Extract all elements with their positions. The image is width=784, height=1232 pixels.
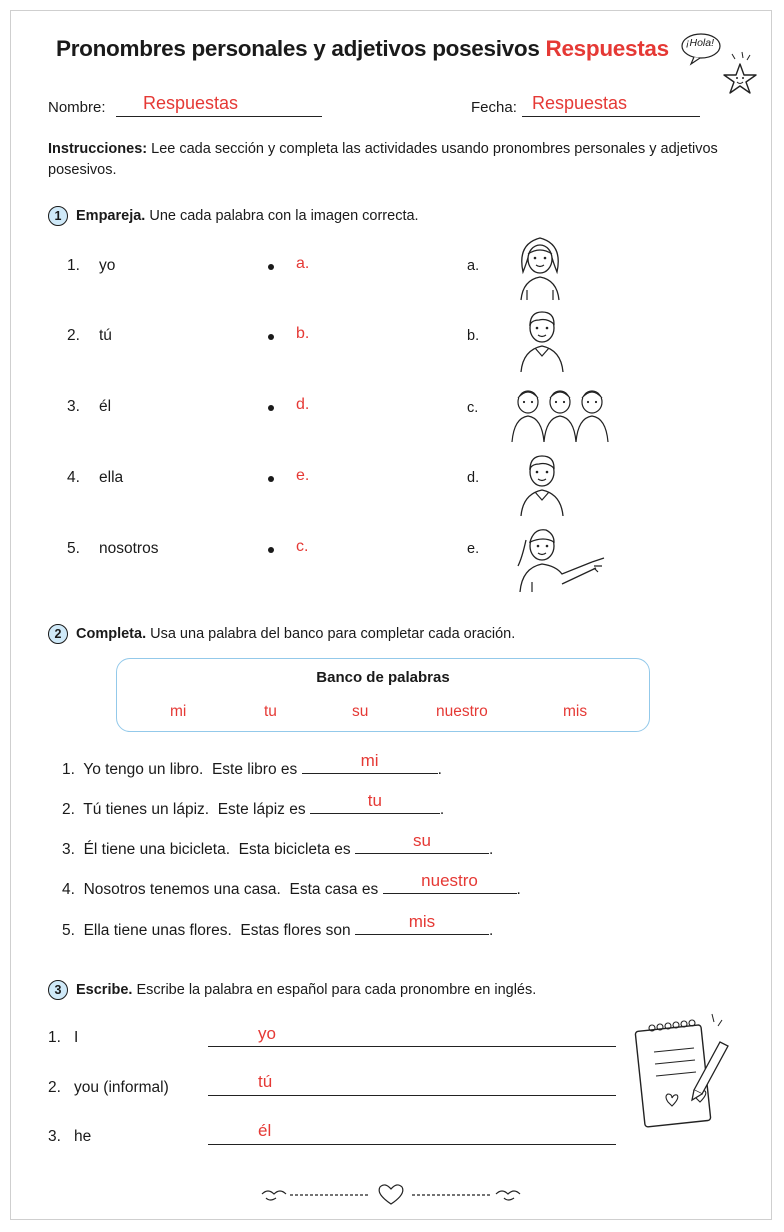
sentence-text: Él tiene una bicicleta. Esta bicicleta es xyxy=(83,841,355,858)
section-number-badge: 3 xyxy=(48,980,68,1000)
bank-word: mis xyxy=(563,703,588,720)
match-word: nosotros xyxy=(99,540,159,557)
nombre-label: Nombre: xyxy=(48,99,106,116)
english-pronoun: you (informal) xyxy=(74,1079,169,1096)
blank-answer: nuestro xyxy=(421,871,478,890)
word-bank xyxy=(116,658,650,732)
picture-label: a. xyxy=(467,258,480,274)
picture-label: e. xyxy=(467,541,480,557)
english-pronoun: he xyxy=(74,1128,92,1145)
english-pronoun: I xyxy=(74,1029,79,1046)
sentence-number: 1. xyxy=(62,761,75,778)
sentence-end: . xyxy=(437,761,442,778)
match-answer: c. xyxy=(296,538,309,555)
answer-blank[interactable] xyxy=(383,871,517,894)
write-answer: yo xyxy=(258,1024,276,1043)
answer-blank[interactable] xyxy=(302,751,438,774)
sentence xyxy=(62,871,521,899)
blank-answer: su xyxy=(412,831,431,850)
sentence-text: Nosotros tenemos una casa. Esta casa es xyxy=(83,881,383,898)
picture-label: c. xyxy=(467,400,479,416)
section-title: Empareja. xyxy=(76,208,146,224)
write-line[interactable] xyxy=(208,1072,616,1096)
hola-bubble-text: ¡Hola! xyxy=(686,37,715,49)
match-answer: e. xyxy=(296,467,310,484)
sentence-number: 2. xyxy=(62,801,75,818)
heart-divider-icon xyxy=(258,1178,524,1208)
instructions-text: Lee cada sección y completa las actividades usando pronombres personales y adjetivos posesivos. xyxy=(48,141,718,178)
answer-blank[interactable] xyxy=(355,831,489,854)
section-title: Escribe. xyxy=(76,982,133,998)
match-answer: a. xyxy=(296,255,310,272)
bank-word: mi xyxy=(170,703,187,720)
section-number-badge: 1 xyxy=(48,206,68,226)
sentence-text: Ella tiene unas flores. Estas flores son xyxy=(83,922,355,939)
section-2-header xyxy=(48,624,515,644)
title-accent: Respuestas xyxy=(545,36,669,61)
write-answer: él xyxy=(258,1121,272,1140)
sentence-number: 4. xyxy=(62,881,75,898)
section-number-badge: 2 xyxy=(48,624,68,644)
blank-answer: tu xyxy=(367,791,382,810)
sentence-end: . xyxy=(488,922,494,939)
item-number: 1. xyxy=(67,257,80,274)
match-dot[interactable] xyxy=(268,405,274,411)
instructions xyxy=(48,139,738,181)
match-word: ella xyxy=(99,469,124,486)
item-number: 2. xyxy=(48,1079,61,1096)
match-dot[interactable] xyxy=(268,264,274,270)
sentence-end: . xyxy=(488,841,494,858)
sentence xyxy=(62,912,494,940)
notepad-pencil-icon xyxy=(632,1006,732,1136)
sentence xyxy=(62,751,442,779)
bank-word: tu xyxy=(264,703,277,720)
write-line[interactable] xyxy=(208,1121,616,1145)
match-answer: d. xyxy=(296,396,310,413)
boy-icon xyxy=(517,306,567,374)
sentence-text: Tú tienes un lápiz. Este lápiz es xyxy=(83,801,310,818)
item-number: 3. xyxy=(67,398,80,415)
match-word: él xyxy=(99,398,112,415)
match-word: yo xyxy=(99,257,116,274)
sentence-text: Yo tengo un libro. Este libro es xyxy=(83,761,302,778)
nombre-field[interactable] xyxy=(116,94,322,117)
item-number: 3. xyxy=(48,1128,61,1145)
title-main: Pronombres personales y adjetivos posesivos xyxy=(56,36,540,61)
answer-blank[interactable] xyxy=(355,912,489,935)
answer-blank[interactable] xyxy=(310,791,440,814)
section-instructions: Usa una palabra del banco para completar cada oración. xyxy=(146,626,516,642)
write-answer: tú xyxy=(258,1072,273,1091)
word-bank-title: Banco de palabras xyxy=(316,669,450,686)
fecha-field[interactable] xyxy=(522,94,700,117)
sentence xyxy=(62,791,445,819)
sentence-end: . xyxy=(439,801,445,818)
bank-word: su xyxy=(352,703,369,720)
nombre-value: Respuestas xyxy=(143,93,239,113)
group-icon xyxy=(510,382,610,444)
sentence xyxy=(62,831,494,859)
sentence-number: 3. xyxy=(62,841,75,858)
fecha-value: Respuestas xyxy=(532,93,628,113)
match-word: tú xyxy=(99,327,112,344)
page-title xyxy=(56,36,669,62)
pointing-girl-icon xyxy=(512,522,608,594)
item-number: 4. xyxy=(67,469,80,486)
hola-star-decoration xyxy=(680,30,770,100)
sentence-end: . xyxy=(516,881,521,898)
item-number: 5. xyxy=(67,540,80,557)
match-answer: b. xyxy=(296,325,310,342)
bank-word: nuestro xyxy=(436,703,488,720)
match-dot[interactable] xyxy=(268,476,274,482)
section-3-header xyxy=(48,980,536,1000)
blank-answer: mis xyxy=(408,912,436,931)
picture-label: b. xyxy=(467,328,480,344)
match-dot[interactable] xyxy=(268,334,274,340)
picture-label: d. xyxy=(467,470,480,486)
sentence-number: 5. xyxy=(62,922,75,939)
section-instructions: Escribe la palabra en español para cada pronombre en inglés. xyxy=(132,982,537,998)
item-number: 1. xyxy=(48,1029,61,1046)
section-title: Completa. xyxy=(76,626,147,642)
blank-answer: mi xyxy=(360,751,379,770)
fecha-label: Fecha: xyxy=(471,99,517,116)
item-number: 2. xyxy=(67,327,80,344)
section-1-header xyxy=(48,206,419,226)
girl-icon xyxy=(515,232,565,302)
section-instructions: Une cada palabra con la imagen correcta. xyxy=(145,208,419,224)
boy-icon xyxy=(517,450,567,518)
write-line[interactable] xyxy=(208,1026,616,1047)
instructions-label: Instrucciones: xyxy=(48,141,148,157)
match-dot[interactable] xyxy=(268,547,274,553)
